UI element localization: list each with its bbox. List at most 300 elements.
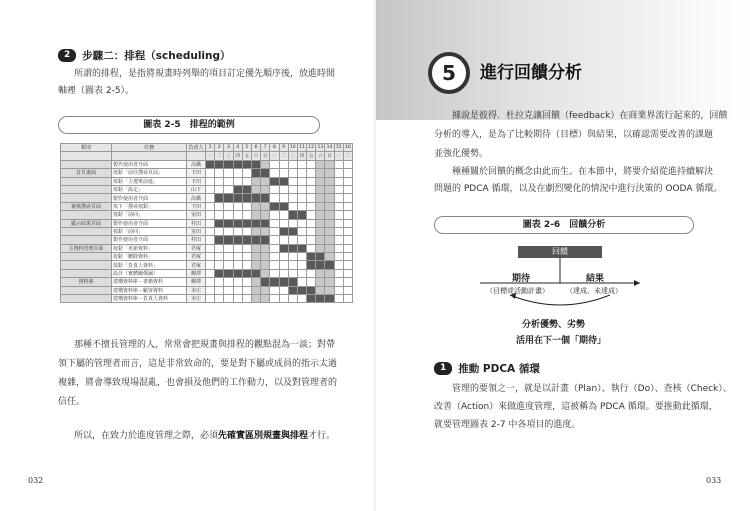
schedule-day-number: 8 [270,144,279,152]
schedule-cell [343,286,352,294]
schedule-cell [270,219,279,227]
schedule-cell [297,286,306,294]
left-body-line-3: 複雜，將會導致現場混亂，也會損及他們的工作動力，以及對管理者的 [58,378,338,388]
schedule-cell [343,202,352,210]
schedule-weekday: 一 [334,152,343,160]
schedule-cell [307,295,316,303]
schedule-cell [206,261,215,269]
schedule-cell [251,177,260,185]
schedule-cell [279,202,288,210]
schedule-cell [334,227,343,235]
schedule-cell [261,269,270,277]
schedule-weekday: 三 [288,152,297,160]
schedule-cell [261,177,270,185]
schedule-cell [334,236,343,244]
schedule-cell [307,177,316,185]
schedule-cell [233,253,242,261]
schedule-cell [325,169,334,177]
schedule-row [61,236,353,244]
schedule-table [60,143,353,303]
schedule-cell [288,219,297,227]
schedule-cell [215,244,224,252]
schedule-weekday: 四 [233,152,242,160]
schedule-cell [233,295,242,303]
schedule-task: 按鈕「負責人資料」 [112,261,187,269]
schedule-weekday: 二 [215,152,224,160]
schedule-owner: 室田 [187,227,206,235]
schedule-cell [316,269,325,277]
diagram-result: 結果 [586,274,605,284]
schedule-cell [242,169,251,177]
schedule-cell [316,202,325,210]
schedule-cell [224,177,233,185]
closing-text-emphasis: 先確實區別規畫與排程 [218,431,309,441]
schedule-cell [343,219,352,227]
schedule-cell [288,177,297,185]
schedule-day-number: 10 [289,145,296,151]
schedule-task: 製作使用者介面 [112,219,187,227]
schedule-cell [334,253,343,261]
schedule-task: 設計（實體關係圖） [112,269,187,277]
schedule-cell [325,177,334,185]
schedule-cell [242,177,251,185]
schedule-cell [270,261,279,269]
left-closing-line [74,428,335,445]
schedule-cell [224,169,233,177]
schedule-cell [224,194,233,202]
right-para2-line-1: 種種關於回饋的概念由此而生。在本節中，將要介紹從進持續解決 [452,167,714,177]
schedule-task: 按鈕「前往搜尋頁面」 [112,169,187,177]
schedule-cell [279,261,288,269]
schedule-cell [307,269,316,277]
schedule-cell [206,295,215,303]
right-intro-line-2: 分析的導入，是為了比較期待（目標）與結果，以確認需要改善的課題 [434,130,714,140]
schedule-cell [297,211,306,219]
schedule-cell [343,194,352,202]
schedule-col-owner: 負責人 [188,145,204,152]
schedule-cell [251,286,260,294]
schedule-cell [215,185,224,193]
schedule-task: 按鈕「主選單前進」 [112,177,187,185]
schedule-cell [242,194,251,202]
schedule-cell [288,194,297,202]
schedule-cell [325,244,334,252]
schedule-cell [316,194,325,202]
schedule-cell [242,269,251,277]
schedule-cell [279,244,288,252]
schedule-cell [279,211,288,219]
schedule-owner: 下田 [187,202,206,210]
left-intro-line-2: 軸裡（圖表 2-5）。 [58,86,135,96]
schedule-task: 製作使用者介面 [112,194,187,202]
schedule-cell [251,295,260,303]
schedule-weekday: 二 [279,152,288,160]
schedule-cell [297,160,306,168]
schedule-cell [334,177,343,185]
schedule-weekday: 五 [242,152,251,160]
schedule-cell [307,236,316,244]
schedule-cell [297,261,306,269]
schedule-day-number: 12 [308,145,315,151]
schedule-task: 建構資料庫－顧客資料 [112,286,187,294]
schedule-cell [325,202,334,210]
schedule-owner: 下田 [187,169,206,177]
schedule-owner: 君塚 [187,253,206,261]
schedule-cell [343,227,352,235]
chapter-number: 5 [428,52,470,94]
chapter-title: 進行回饋分析 [480,63,582,83]
schedule-cell [206,160,215,168]
schedule-cell [251,211,260,219]
schedule-row [61,295,353,303]
schedule-cell [261,261,270,269]
schedule-cell [297,185,306,193]
schedule-cell [233,160,242,168]
schedule-task: 製作使用者介面 [112,160,187,168]
schedule-owner: 村田 [187,219,206,227]
schedule-cell [215,177,224,185]
schedule-cell [279,286,288,294]
schedule-task: 按鈕「前回」 [112,227,187,235]
section-heading [434,361,540,376]
schedule-category [61,227,112,235]
schedule-cell [307,278,316,286]
schedule-cell [261,244,270,252]
schedule-cell [343,185,352,193]
schedule-row [61,177,353,185]
schedule-cell [206,219,215,227]
schedule-cell [242,202,251,210]
section-title: 推動 PDCA 循環 [458,363,540,375]
right-body-line-1: 管理的要領之一，就是以計畫（Plan）、執行（Do）、查核（Check）、 [452,384,732,394]
schedule-row [61,278,353,286]
schedule-cell [279,295,288,303]
right-intro-line-3: 並強化優勢。 [434,149,489,159]
schedule-day-number: 4 [233,144,242,152]
schedule-cell [206,169,215,177]
schedule-cell [307,227,316,235]
schedule-cell [307,194,316,202]
schedule-owner: 山下 [187,185,206,193]
schedule-day-number: 15 [335,145,342,151]
schedule-weekday: 一 [270,152,279,160]
schedule-cell [325,185,334,193]
schedule-cell [233,211,242,219]
schedule-cell [215,236,224,244]
schedule-row [61,261,353,269]
schedule-header-blank [112,152,187,160]
schedule-cell [316,177,325,185]
schedule-cell [307,244,316,252]
left-intro-line-1: 所謂的排程，是指將規畫時列舉的項目訂定優先順序後，放進時間 [74,69,336,79]
schedule-cell [224,219,233,227]
schedule-row [61,185,353,193]
schedule-owner: 高橋 [187,160,206,168]
schedule-day-number: 16 [345,145,351,151]
schedule-cell [270,253,279,261]
schedule-cell [251,169,260,177]
schedule-cell [233,269,242,277]
schedule-category: 審核搜尋頁面 [61,202,112,210]
schedule-cell [233,169,242,177]
schedule-cell [307,160,316,168]
schedule-cell [288,202,297,210]
schedule-task: 建構資料庫－書籍資料 [112,278,187,286]
schedule-cell [334,286,343,294]
schedule-weekday: 四 [297,152,306,160]
schedule-cell [288,236,297,244]
schedule-cell [316,185,325,193]
schedule-category [61,211,112,219]
schedule-cell [242,227,251,235]
schedule-day-number: 5 [242,144,251,152]
schedule-cell [215,211,224,219]
schedule-owner: 君塚 [187,244,206,252]
step-heading [58,48,231,63]
schedule-cell [224,244,233,252]
schedule-cell [242,236,251,244]
schedule-cell [261,194,270,202]
schedule-header-blank [187,152,206,160]
schedule-row [61,160,353,168]
schedule-cell [261,169,270,177]
schedule-cell [288,278,297,286]
feedback-box: 回饋 [518,246,602,258]
schedule-cell [242,244,251,252]
figure-caption: 圖表 2-5 排程的範例 [58,116,320,134]
schedule-cell [224,261,233,269]
schedule-cell [251,202,260,210]
schedule-cell [251,253,260,261]
schedule-cell [261,286,270,294]
schedule-owner: 君塚 [187,261,206,269]
schedule-cell [215,295,224,303]
schedule-cell [334,202,343,210]
schedule-cell [297,194,306,202]
schedule-cell [334,295,343,303]
schedule-category [61,160,112,168]
schedule-cell [270,286,279,294]
schedule-cell [215,169,224,177]
schedule-cell [270,169,279,177]
schedule-row [61,219,353,227]
schedule-cell [288,185,297,193]
schedule-cell [325,261,334,269]
schedule-cell [288,227,297,235]
schedule-cell [325,278,334,286]
schedule-category: 主資料管理頁面 [61,244,112,252]
schedule-cell [251,261,260,269]
schedule-task: 建構資料庫－負責人資料 [112,295,187,303]
schedule-cell [325,227,334,235]
diagram-next: 活用在下一個「期待」 [516,336,607,346]
schedule-cell [251,227,260,235]
schedule-category: 資料庫 [61,278,112,286]
schedule-cell [307,211,316,219]
schedule-weekday: 五 [307,152,316,160]
schedule-cell [288,160,297,168]
schedule-cell [316,219,325,227]
schedule-cell [251,269,260,277]
schedule-cell [270,244,279,252]
schedule-cell [325,269,334,277]
schedule-cell [288,295,297,303]
schedule-cell [297,253,306,261]
schedule-cell [251,185,260,193]
schedule-cell [270,295,279,303]
schedule-cell [224,269,233,277]
schedule-owner: 柳澤 [187,278,206,286]
schedule-cell [270,185,279,193]
schedule-cell [233,202,242,210]
schedule-cell [343,177,352,185]
schedule-cell [224,185,233,193]
schedule-cell [334,194,343,202]
schedule-cell [242,211,251,219]
schedule-cell [316,244,325,252]
schedule-cell [334,211,343,219]
schedule-cell [270,227,279,235]
left-body-line-1: 那種不擅長管理的人，常常會把規畫與排程的觀點混為一談；對帶 [74,340,336,350]
schedule-cell [325,236,334,244]
schedule-cell [334,244,343,252]
schedule-cell [215,278,224,286]
schedule-day-number: 7 [261,144,270,152]
schedule-cell [279,169,288,177]
schedule-cell [233,261,242,269]
schedule-owner: 柳澤 [187,269,206,277]
schedule-header-weekdays [61,152,353,160]
diagram-result-sub: （達成、未達成） [566,287,622,295]
schedule-cell [316,211,325,219]
schedule-cell [224,160,233,168]
schedule-weekday: 三 [224,152,233,160]
schedule-cell [288,261,297,269]
schedule-cell [325,219,334,227]
schedule-row [61,269,353,277]
right-intro-line-1: 據說是彼得．杜拉克讓回饋（feedback）在商業界流行起來的，回饋 [452,111,728,121]
schedule-cell [307,219,316,227]
schedule-cell [279,236,288,244]
schedule-cell [334,169,343,177]
schedule-cell [224,278,233,286]
schedule-cell [206,278,215,286]
schedule-cell [316,227,325,235]
schedule-cell [325,160,334,168]
schedule-cell [307,169,316,177]
schedule-task: 製作使用者介面 [112,236,187,244]
schedule-cell [279,253,288,261]
schedule-row [61,169,353,177]
schedule-cell [261,185,270,193]
schedule-cell [307,286,316,294]
right-body-line-2: 改善（Action）來做進度管理，這被稱為 PDCA 循環。要推動此循環， [434,402,718,412]
schedule-category [61,261,112,269]
schedule-cell [251,278,260,286]
diagram-analysis: 分析優勢、劣勢 [522,320,586,330]
schedule-cell [279,194,288,202]
schedule-row [61,286,353,294]
schedule-cell [334,219,343,227]
schedule-cell [206,194,215,202]
schedule-row [61,244,353,252]
schedule-cell [242,185,251,193]
schedule-category [61,236,112,244]
schedule-owner: 本庄 [187,286,206,294]
schedule-day-number: 3 [224,144,233,152]
schedule-cell [343,278,352,286]
schedule-owner: 下田 [187,177,206,185]
schedule-cell [325,211,334,219]
schedule-cell [206,269,215,277]
schedule-cell [279,185,288,193]
schedule-col-task: 任務 [112,144,187,152]
schedule-cell [297,177,306,185]
section-badge: 1 [434,362,452,375]
schedule-cell [334,185,343,193]
schedule-category [61,269,112,277]
schedule-cell [242,219,251,227]
schedule-owner: 本庄 [187,295,206,303]
schedule-row [61,194,353,202]
schedule-cell [215,261,224,269]
schedule-category [61,253,112,261]
schedule-cell [297,295,306,303]
schedule-cell [343,160,352,168]
schedule-cell [343,211,352,219]
schedule-cell [261,236,270,244]
right-body-line-3: 就要管理圖表 2-7 中各項目的進度。 [434,420,581,430]
schedule-cell [334,261,343,269]
schedule-cell [261,278,270,286]
schedule-task: 按鈕「刪除資料」 [112,253,187,261]
schedule-cell [261,295,270,303]
schedule-row [61,202,353,210]
schedule-category: 首頁畫面 [61,169,112,177]
schedule-cell [316,286,325,294]
schedule-task: 按鈕「更新資料」 [112,244,187,252]
schedule-cell [233,227,242,235]
schedule-cell [233,219,242,227]
schedule-cell [233,244,242,252]
schedule-cell [206,286,215,294]
schedule-col-category: 類別 [61,144,112,152]
schedule-weekday: 一 [206,152,215,160]
schedule-cell [251,219,260,227]
schedule-cell [297,236,306,244]
schedule-cell [233,194,242,202]
schedule-cell [270,177,279,185]
schedule-cell [251,236,260,244]
schedule-cell [251,160,260,168]
schedule-cell [325,295,334,303]
schedule-cell [325,286,334,294]
schedule-cell [343,269,352,277]
schedule-cell [288,269,297,277]
schedule-cell [297,202,306,210]
schedule-day-number: 14 [326,145,333,151]
schedule-cell [224,202,233,210]
schedule-cell [334,278,343,286]
schedule-cell [242,253,251,261]
schedule-cell [233,286,242,294]
schedule-row [61,227,353,235]
schedule-category: 顯示結果頁面 [61,219,112,227]
schedule-cell [307,253,316,261]
schedule-cell [224,286,233,294]
schedule-cell [215,202,224,210]
schedule-cell [316,169,325,177]
